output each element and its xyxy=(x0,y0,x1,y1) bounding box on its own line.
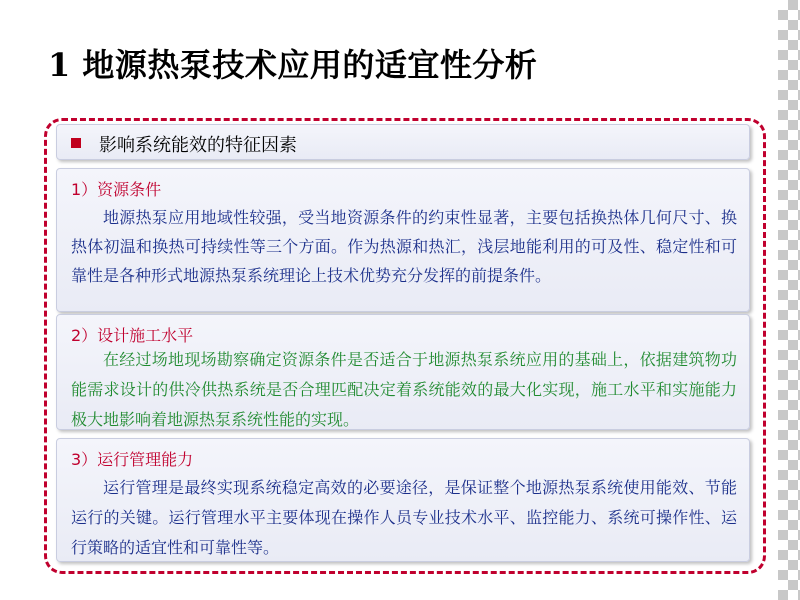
section-title: 3）运行管理能力 xyxy=(71,450,194,469)
section-title: 1）资源条件 xyxy=(71,180,162,199)
section-body: 在经过场地现场勘察确定资源条件是否适合于地源热泵系统应用的基础上，依据建筑物功能需求设计的供冷供热系统是否合理匹配决定着系统能效的最大化实现，施工水平和实施能力极大地影响着地源热泵系统性能的实现。 xyxy=(71,350,737,429)
header-panel xyxy=(56,124,750,160)
section-body: 运行管理是最终实现系统稳定高效的必要途径，是保证整个地源热泵系统使用能效、节能运行的关键。运行管理水平主要体现在操作人员专业技术水平、监控能力、系统可操作性、运行策略的适宜性和可靠性等。 xyxy=(71,478,737,557)
square-bullet-icon xyxy=(71,138,81,148)
section-operation-management xyxy=(56,438,750,562)
section-resource-conditions xyxy=(56,168,750,312)
section-body: 地源热泵应用地域性较强，受当地资源条件的约束性显著，主要包括换热体几何尺寸、换热体初温和换热可持续性等三个方面。作为热源和热汇，浅层地能利用的可及性、稳定性和可靠性是各种形式地源热泵系统理论上技术优势充分发挥的前提条件。 xyxy=(71,208,737,285)
section-design-construction xyxy=(56,314,750,430)
header-text: 影响系统能效的特征因素 xyxy=(99,135,297,156)
page-title: 1 地源热泵技术应用的适宜性分析 xyxy=(48,46,538,84)
checker-border-decoration xyxy=(778,0,800,600)
section-title: 2）设计施工水平 xyxy=(71,326,194,345)
